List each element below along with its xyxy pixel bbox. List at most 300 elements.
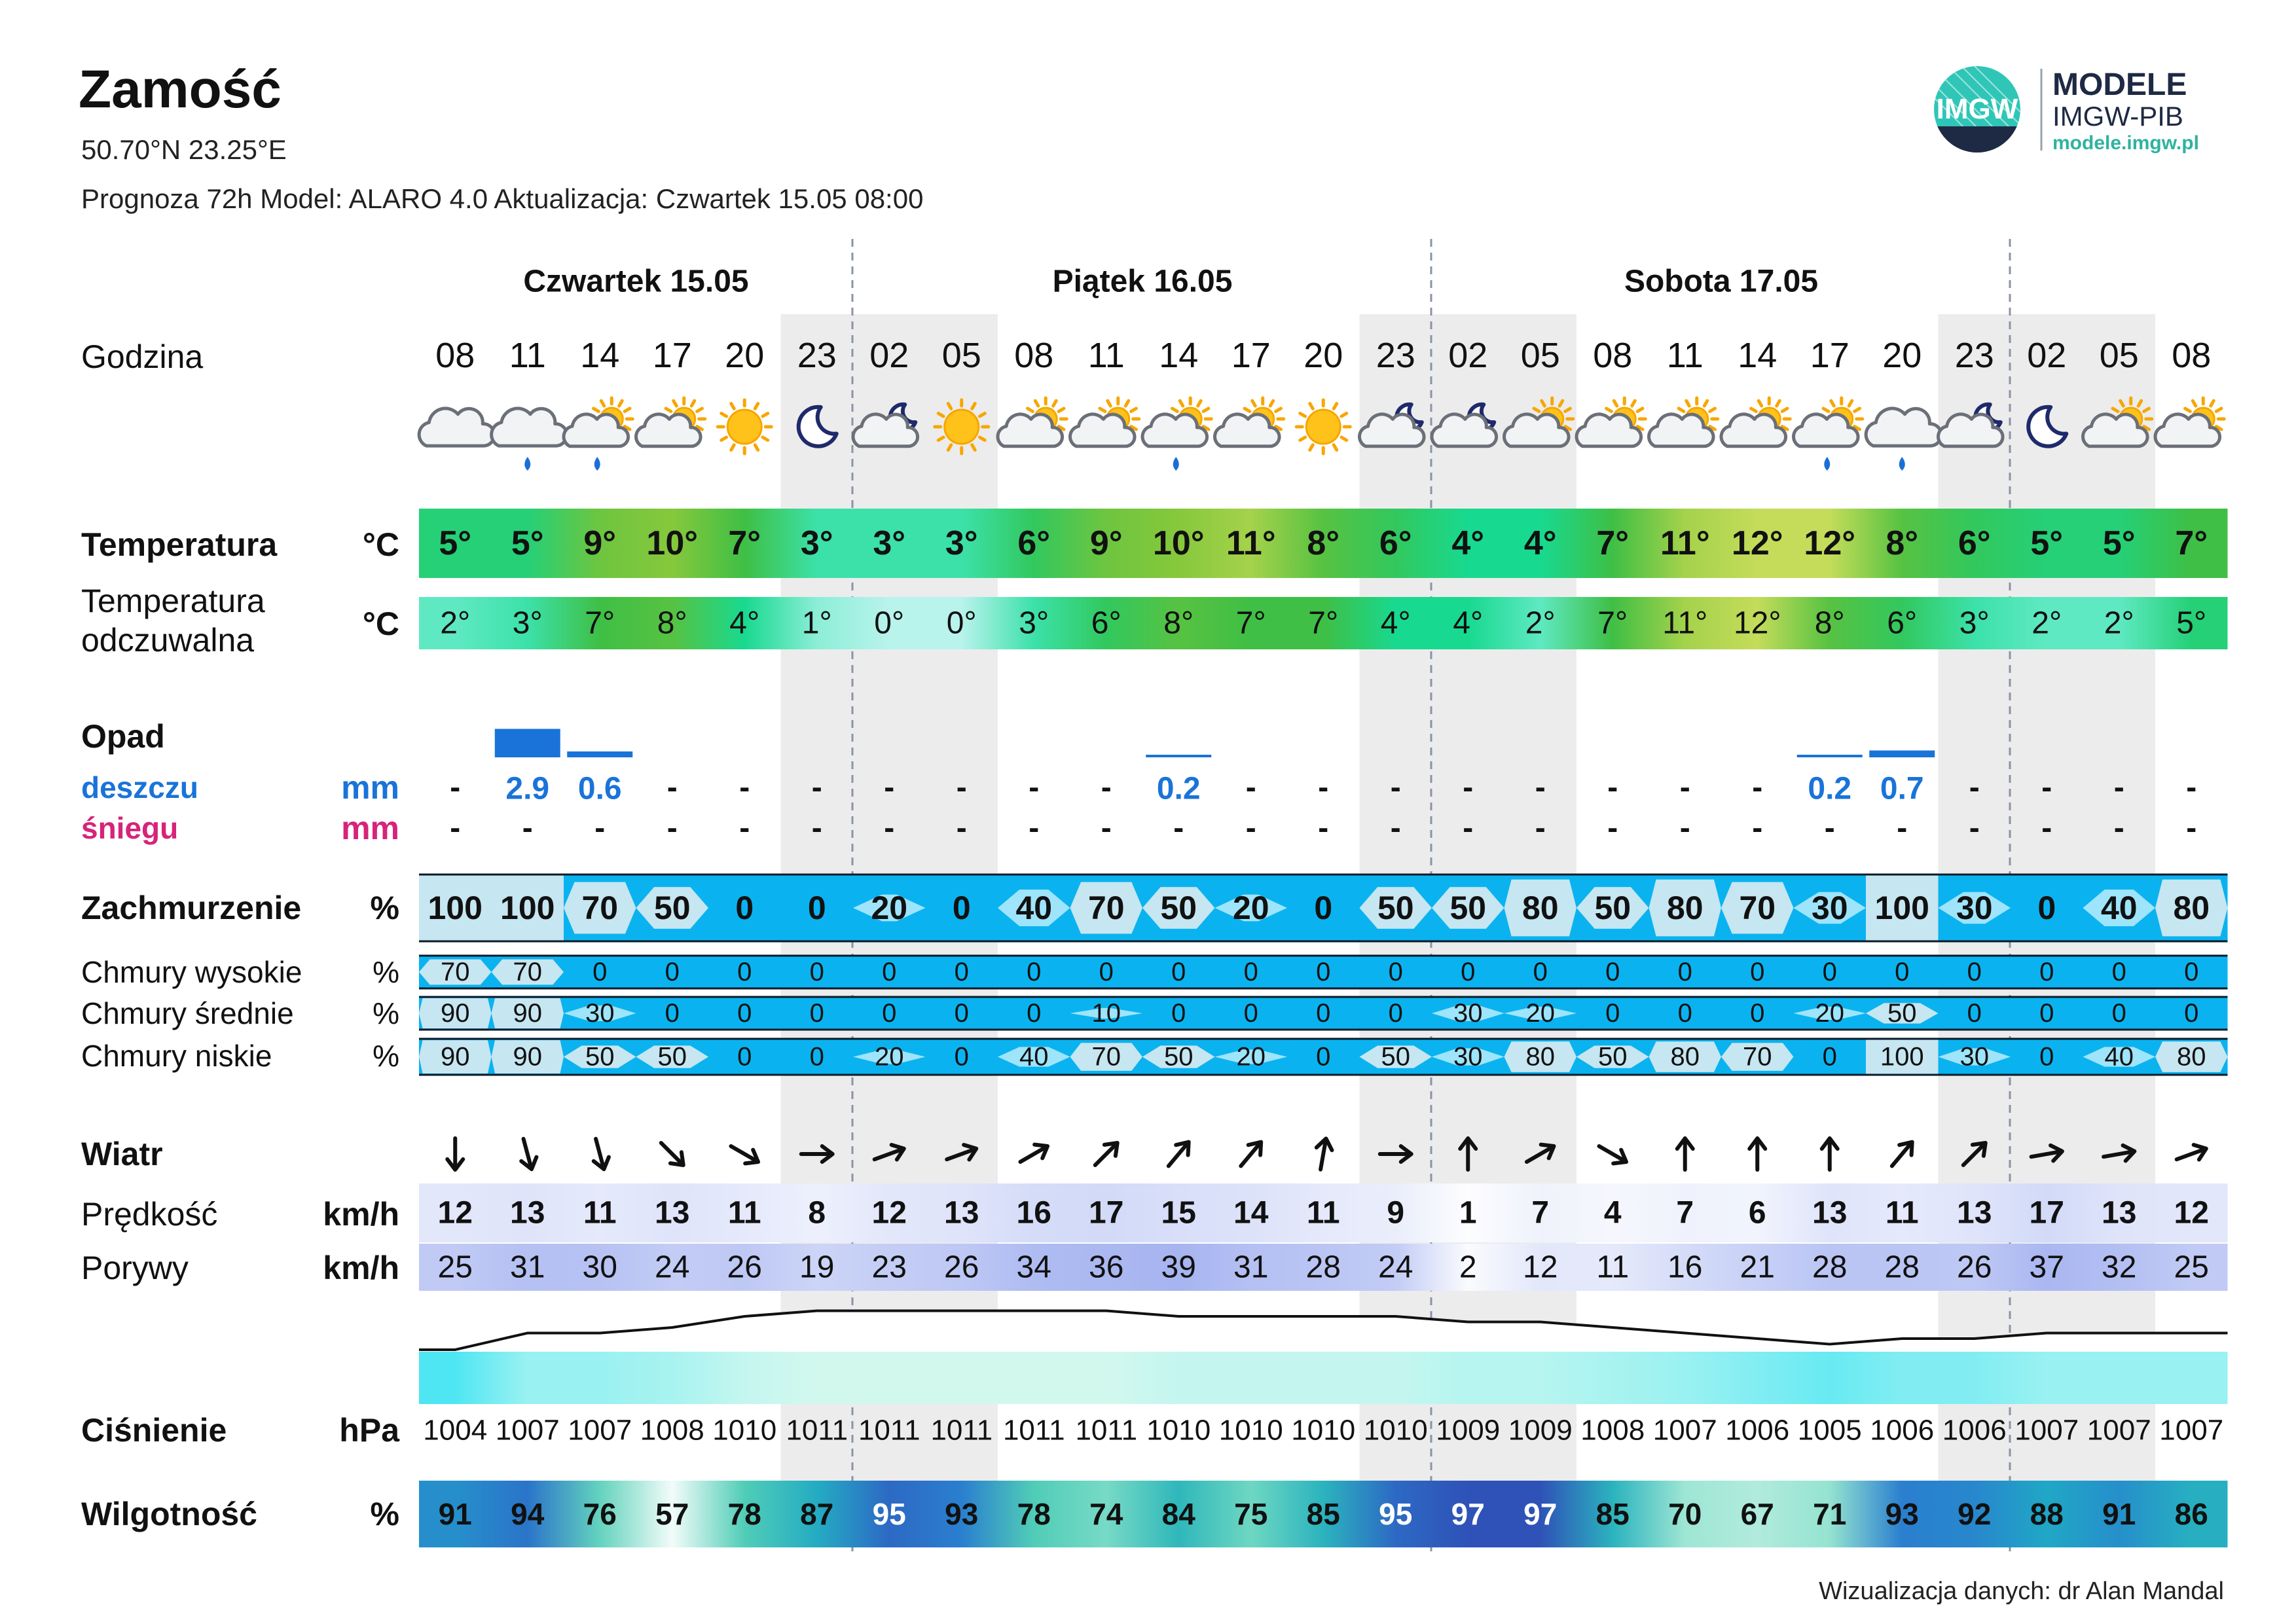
wind-speed-value: 11	[727, 1195, 761, 1231]
snow-value: -	[666, 810, 678, 846]
cloud-mid-value: 0	[737, 999, 752, 1028]
wind-speed-value: 13	[1812, 1195, 1848, 1231]
feels-like-value: 3°	[1019, 605, 1049, 641]
row-label-cloud-high: Chmury wysokie	[81, 955, 302, 989]
row-label-snow: śniegu	[81, 811, 179, 845]
cloud-high-value: 0	[882, 958, 897, 986]
feels-like-value: 8°	[657, 605, 687, 641]
rain-value: -	[2041, 770, 2052, 805]
cloud-high-value: 0	[2039, 958, 2054, 986]
temperature-value: 8°	[1886, 524, 1919, 562]
snow-value: -	[1173, 810, 1184, 846]
feels-like-value: 11°	[1662, 605, 1708, 641]
cloud-low-value: 100	[1880, 1042, 1924, 1072]
humidity-value: 93	[1885, 1497, 1919, 1531]
wind-speed-value: 11	[583, 1195, 617, 1231]
wind-gusts-value: 16	[1667, 1250, 1703, 1285]
row-label-feels-2: odczuwalna	[81, 622, 255, 659]
temperature-value: 3°	[873, 524, 906, 562]
pressure-value: 1004	[423, 1414, 488, 1447]
row-label-gusts: Porywy	[81, 1250, 189, 1286]
logo-badge-text: IMGW	[1936, 93, 2018, 125]
cloud-total-value: 40	[2100, 890, 2138, 926]
feels-like-value: 3°	[1959, 605, 1990, 641]
pressure-value: 1007	[2086, 1414, 2151, 1447]
wind-gusts-value: 32	[2102, 1250, 2137, 1285]
feels-like-value: 6°	[1091, 605, 1121, 641]
cloud-low-value: 0	[1316, 1042, 1331, 1072]
wind-speed-value: 14	[1233, 1195, 1269, 1231]
coordinates: 50.70°N 23.25°E	[81, 134, 287, 165]
pressure-value: 1009	[1436, 1414, 1501, 1447]
humidity-value: 70	[1668, 1497, 1702, 1531]
cloud-mid-value: 0	[1677, 999, 1692, 1028]
wind-arrow-icon	[1235, 1137, 1267, 1171]
cloud-total-value: 80	[1522, 890, 1559, 926]
snow-value: -	[1824, 810, 1835, 846]
wind-gusts-value: 25	[2174, 1250, 2209, 1285]
snow-value: -	[2186, 810, 2197, 846]
wind-arrow-icon	[1163, 1137, 1195, 1171]
wind-gusts-value: 24	[1378, 1250, 1413, 1285]
cloud-mid-value: 0	[1750, 999, 1765, 1028]
cloud-mid-value: 0	[2111, 999, 2126, 1028]
rain-value: -	[884, 770, 895, 805]
hour-label: 08	[2172, 336, 2212, 375]
wind-speed-value: 16	[1016, 1195, 1051, 1231]
rain-value: 0.7	[1880, 771, 1924, 806]
unit-feels: °C	[362, 605, 399, 642]
unit-humidity: %	[370, 1496, 399, 1532]
cloud-total-value: 80	[2173, 890, 2210, 926]
unit-temperature: °C	[362, 526, 399, 563]
feels-like-value: 8°	[1163, 605, 1194, 641]
snow-value: -	[1969, 810, 1980, 846]
cloud-mid-value: 90	[441, 999, 470, 1028]
unit-cloud-high: %	[373, 955, 399, 989]
feels-like-value: 5°	[2176, 605, 2207, 641]
pressure-value: 1011	[930, 1414, 993, 1447]
humidity-value: 87	[800, 1497, 834, 1531]
feels-like-value: 7°	[1235, 605, 1266, 641]
feels-like-value: 7°	[585, 605, 615, 641]
humidity-value: 91	[2102, 1497, 2136, 1531]
wind-speed-value: 8	[808, 1195, 826, 1231]
snow-value: -	[2041, 810, 2052, 846]
cloud-mid-value: 20	[1525, 999, 1555, 1028]
snow-value: -	[1101, 810, 1112, 846]
pressure-value: 1011	[1075, 1414, 1138, 1447]
cloud-high-value: 0	[809, 958, 824, 986]
cloud-total-value: 70	[1739, 890, 1776, 926]
cloud-total-value: 100	[428, 890, 483, 926]
cloud-total-value: 20	[1232, 890, 1269, 926]
wind-arrow-icon	[655, 1138, 689, 1171]
rain-value: -	[1607, 770, 1618, 805]
humidity-value: 94	[511, 1497, 545, 1531]
wind-speed-value: 11	[1306, 1195, 1340, 1231]
humidity-value: 84	[1161, 1497, 1195, 1531]
rain-value: -	[1101, 770, 1112, 805]
cloud-low-value: 0	[737, 1042, 752, 1072]
feels-like-value: 1°	[801, 605, 832, 641]
wind-speed-value: 17	[2029, 1195, 2064, 1231]
temperature-value: 9°	[583, 524, 617, 562]
wind-arrow-icon	[1886, 1137, 1918, 1171]
cloud-low-value: 80	[1525, 1042, 1555, 1072]
temperature-value: 5°	[439, 524, 472, 562]
cloud-high-value: 0	[1967, 958, 1982, 986]
humidity-value: 85	[1595, 1497, 1630, 1531]
logo-url: modele.imgw.pl	[2052, 132, 2199, 154]
feels-like-value: 8°	[1814, 605, 1845, 641]
snow-value: -	[739, 810, 750, 846]
snow-value: -	[450, 810, 461, 846]
rain-value: -	[1245, 770, 1256, 805]
cloud-low-value: 0	[2039, 1042, 2054, 1072]
temperature-value: 4°	[1523, 524, 1557, 562]
temperature-value: 12°	[1731, 524, 1783, 562]
feels-like-value: 6°	[1887, 605, 1918, 641]
temperature-value: 7°	[2175, 524, 2208, 562]
unit-speed: km/h	[323, 1196, 399, 1233]
pressure-value: 1006	[1870, 1414, 1935, 1447]
hour-label: 05	[1520, 336, 1560, 375]
wind-arrow-icon	[1749, 1138, 1765, 1170]
wind-gusts-value: 26	[727, 1250, 762, 1285]
forecast-info: Prognoza 72h Model: ALARO 4.0 Aktualizacja: Czwartek 15.05 08:00	[81, 183, 924, 214]
cloud-low-value: 0	[1822, 1042, 1837, 1072]
humidity-value: 88	[2030, 1497, 2064, 1531]
temperature-value: 12°	[1804, 524, 1856, 562]
hour-label: 02	[869, 336, 909, 375]
cloud-total-value: 20	[871, 890, 908, 926]
wind-gusts-value: 36	[1089, 1250, 1124, 1285]
hour-label: 11	[1087, 336, 1125, 375]
cloud-rain-icon	[1866, 408, 1941, 471]
snow-value: -	[2113, 810, 2124, 846]
rain-value: -	[1463, 770, 1474, 805]
hour-label: 05	[2099, 336, 2139, 375]
wind-arrow-icon	[1313, 1137, 1334, 1170]
partly-sun-icon	[2155, 398, 2224, 446]
wind-gusts-value: 24	[655, 1250, 690, 1285]
rain-value: -	[1318, 770, 1329, 805]
cloud-mid-value: 20	[1815, 999, 1844, 1028]
cloud-high-value: 0	[1750, 958, 1765, 986]
snow-value: -	[1752, 810, 1763, 846]
row-label-cloud: Zachmurzenie	[81, 890, 302, 926]
rain-value: -	[739, 770, 750, 805]
sun-icon	[718, 400, 771, 454]
snow-value: -	[1463, 810, 1474, 846]
humidity-value: 57	[655, 1497, 689, 1531]
temperature-value: 10°	[646, 524, 699, 562]
rain-bar	[567, 751, 632, 757]
feels-like-value: 0°	[946, 605, 977, 641]
wind-speed-value: 12	[437, 1195, 473, 1231]
rain-bar	[495, 729, 560, 758]
pressure-value: 1011	[1002, 1414, 1065, 1447]
cloud-high-value: 0	[954, 958, 969, 986]
pressure-value: 1006	[1942, 1414, 2007, 1447]
cloud-low-value: 50	[1381, 1042, 1410, 1072]
temperature-value: 7°	[728, 524, 761, 562]
wind-gusts-value: 2	[1459, 1250, 1477, 1285]
wind-speed-value: 9	[1387, 1195, 1405, 1231]
wind-gusts-value: 23	[871, 1250, 907, 1285]
cloud-high-value: 0	[1605, 958, 1620, 986]
hour-label: 11	[1666, 336, 1704, 375]
cloud-high-value: 0	[1316, 958, 1331, 986]
humidity-value: 91	[438, 1497, 472, 1531]
cloud-high-value: 0	[665, 958, 680, 986]
wind-gusts-value: 28	[1812, 1250, 1848, 1285]
hour-label: 17	[1231, 336, 1271, 375]
wind-gusts-value: 11	[1596, 1250, 1630, 1285]
row-label-hour: Godzina	[81, 338, 204, 375]
humidity-value: 85	[1306, 1497, 1340, 1531]
humidity-value: 97	[1451, 1497, 1485, 1531]
wind-speed-value: 13	[1957, 1195, 1992, 1231]
wind-speed-value: 15	[1161, 1195, 1196, 1231]
feels-like-value: 4°	[729, 605, 760, 641]
pressure-value: 1010	[712, 1414, 777, 1447]
feels-like-value: 7°	[1597, 605, 1628, 641]
temperature-value: 8°	[1307, 524, 1340, 562]
cloud-low-value: 30	[1453, 1042, 1483, 1072]
cloud-low-value: 40	[1019, 1042, 1049, 1072]
wind-speed-value: 13	[2102, 1195, 2137, 1231]
humidity-value: 67	[1740, 1497, 1774, 1531]
cloud-mid-value: 30	[585, 999, 615, 1028]
pressure-value: 1007	[2159, 1414, 2224, 1447]
partly-sun-rain-icon	[564, 398, 632, 471]
cloud-high-value: 0	[1677, 958, 1692, 986]
rain-value: -	[450, 770, 461, 805]
wind-speed-value: 12	[871, 1195, 907, 1231]
rain-value: -	[1752, 770, 1763, 805]
cloud-total-value: 0	[735, 890, 754, 926]
cloud-low-value: 40	[2104, 1042, 2134, 1072]
rain-value: -	[811, 770, 822, 805]
cloud-high-value: 0	[1895, 958, 1910, 986]
cloud-mid-value: 0	[882, 999, 897, 1028]
cloud-total-value: 50	[1449, 890, 1487, 926]
cloud-high-value: 0	[1461, 958, 1476, 986]
pressure-value: 1007	[495, 1414, 560, 1447]
temperature-value: 11°	[1660, 524, 1710, 562]
rain-value: -	[956, 770, 967, 805]
cloud-low-row	[419, 1039, 2228, 1075]
snow-value: -	[522, 810, 533, 846]
cloud-low-value: 70	[1743, 1042, 1772, 1072]
day-header: Czwartek 15.05	[523, 264, 749, 299]
pressure-value: 1010	[1146, 1414, 1211, 1447]
cloud-high-value: 0	[737, 958, 752, 986]
partly-sun-icon	[1649, 398, 1718, 446]
pressure-value: 1011	[858, 1414, 920, 1447]
cloud-mid-value: 0	[954, 999, 969, 1028]
wind-speed-value: 1	[1459, 1195, 1477, 1231]
rain-bar	[1146, 755, 1211, 757]
cloud-total-value: 80	[1666, 890, 1704, 926]
wind-gusts-value: 37	[2029, 1250, 2064, 1285]
partly-sun-icon	[998, 398, 1066, 446]
footer-credit: Wizualizacja danych: dr Alan Mandal	[1819, 1578, 2224, 1605]
cloud-high-value: 0	[1099, 958, 1114, 986]
row-label-feels-1: Temperatura	[81, 583, 265, 619]
cloud-mid-value: 0	[665, 999, 680, 1028]
snow-value: -	[884, 810, 895, 846]
page-title: Zamość	[79, 60, 282, 119]
cloud-mid-value: 50	[1887, 999, 1917, 1028]
rain-value: 2.9	[505, 771, 550, 806]
snow-value: -	[811, 810, 822, 846]
cloud-low-value: 20	[1236, 1042, 1266, 1072]
pressure-value: 1007	[1652, 1414, 1717, 1447]
rain-value: -	[1969, 770, 1980, 805]
temperature-value: 10°	[1152, 524, 1205, 562]
cloud-total-value: 30	[1811, 890, 1848, 926]
rain-value: -	[1535, 770, 1546, 805]
snow-value: -	[594, 810, 606, 846]
cloud-mid-value: 0	[2184, 999, 2199, 1028]
logo-title: MODELE	[2052, 67, 2187, 102]
temperature-value: 4°	[1451, 524, 1485, 562]
temperature-value: 3°	[945, 524, 978, 562]
cloud-mid-value: 0	[1388, 999, 1403, 1028]
hour-label: 17	[652, 336, 692, 375]
wind-gusts-value: 28	[1884, 1250, 1920, 1285]
humidity-value: 97	[1523, 1497, 1558, 1531]
snow-value: -	[956, 810, 967, 846]
humidity-value: 78	[727, 1497, 761, 1531]
cloud-high-value: 70	[513, 958, 542, 986]
wind-gusts-value: 26	[1957, 1250, 1992, 1285]
wind-gusts-value: 21	[1740, 1250, 1775, 1285]
feels-like-value: 2°	[2032, 605, 2062, 641]
feels-like-value: 12°	[1733, 605, 1781, 641]
wind-gusts-value: 26	[944, 1250, 979, 1285]
cloud-low-value: 50	[1598, 1042, 1628, 1072]
humidity-value: 71	[1813, 1497, 1847, 1531]
cloud-mid-value: 0	[1316, 999, 1331, 1028]
temperature-value: 5°	[2030, 524, 2064, 562]
snow-value: -	[1607, 810, 1618, 846]
wind-gusts-value: 30	[582, 1250, 617, 1285]
feels-like-value: 2°	[2104, 605, 2134, 641]
row-label-cloud-mid: Chmury średnie	[81, 996, 294, 1030]
temperature-value: 5°	[2102, 524, 2136, 562]
feels-like-value: 7°	[1308, 605, 1339, 641]
cloud-mid-value: 0	[1171, 999, 1186, 1028]
hour-label: 20	[725, 336, 765, 375]
rain-value: -	[1679, 770, 1690, 805]
cloud-low-value: 80	[1670, 1042, 1700, 1072]
wind-arrow-icon	[1822, 1138, 1838, 1170]
row-label-pressure: Ciśnienie	[81, 1412, 227, 1449]
hour-label: 23	[1954, 336, 1994, 375]
unit-gusts: km/h	[323, 1250, 399, 1286]
hour-label: 08	[1593, 336, 1633, 375]
cloud-mid-value: 30	[1453, 999, 1483, 1028]
pressure-bar	[419, 1352, 2228, 1404]
wind-arrow-icon	[2174, 1142, 2209, 1167]
humidity-value: 93	[945, 1497, 979, 1531]
cloud-low-value: 90	[441, 1042, 470, 1072]
cloud-low-value: 70	[1091, 1042, 1121, 1072]
row-label-temperature: Temperatura	[81, 526, 278, 563]
cloud-low-value: 0	[954, 1042, 969, 1072]
snow-value: -	[1029, 810, 1040, 846]
cloud-rain-icon	[492, 408, 567, 471]
cloud-total-value: 70	[1087, 890, 1125, 926]
wind-arrow-icon	[1016, 1140, 1051, 1169]
hour-label: 23	[797, 336, 837, 375]
humidity-value: 86	[2174, 1497, 2208, 1531]
unit-cloud-mid: %	[373, 996, 399, 1030]
feels-like-value: 4°	[1380, 605, 1411, 641]
cloud-total-value: 0	[952, 890, 971, 926]
hour-label: 14	[580, 336, 620, 375]
wind-speed-value: 7	[1531, 1195, 1550, 1231]
cloud-total-value: 0	[1314, 890, 1333, 926]
cloud-total-value: 30	[1956, 890, 1993, 926]
humidity-value: 95	[1379, 1497, 1413, 1531]
wind-arrow-icon	[727, 1140, 762, 1169]
cloud-high-value: 0	[592, 958, 608, 986]
wind-speed-value: 13	[510, 1195, 545, 1231]
cloud-mid-row	[419, 997, 2228, 1030]
cloud-total-value: 100	[500, 890, 555, 926]
hour-label: 14	[1738, 336, 1777, 375]
partly-sun-icon	[1215, 398, 1284, 446]
wind-speed-value: 13	[944, 1195, 979, 1231]
snow-value: -	[1897, 810, 1908, 846]
wind-arrow-icon	[516, 1137, 539, 1172]
cloud-low-value: 50	[585, 1042, 615, 1072]
cloud-high-value: 0	[1171, 958, 1186, 986]
pressure-value: 1010	[1291, 1414, 1356, 1447]
hour-label: 23	[1376, 336, 1415, 375]
temperature-value: 7°	[1596, 524, 1630, 562]
rain-value: 0.2	[1156, 771, 1201, 806]
humidity-value: 78	[1017, 1497, 1051, 1531]
cloud-total-value: 70	[581, 890, 619, 926]
partly-sun-rain-icon	[1142, 398, 1211, 471]
temperature-value: 6°	[1379, 524, 1412, 562]
snow-value: -	[1679, 810, 1690, 846]
row-label-wind: Wiatr	[81, 1136, 163, 1172]
partly-sun-rain-icon	[1794, 398, 1863, 471]
feels-like-value: 2°	[440, 605, 471, 641]
wind-speed-value: 6	[1748, 1195, 1766, 1231]
cloud-total-value: 0	[807, 890, 826, 926]
day-header: Piątek 16.05	[1052, 264, 1233, 299]
wind-speed-value: 11	[1885, 1195, 1919, 1231]
unit-cloud-low: %	[373, 1039, 399, 1073]
pressure-value: 1008	[1580, 1414, 1645, 1447]
temperature-value: 3°	[800, 524, 833, 562]
unit-snow: mm	[341, 810, 399, 846]
unit-rain: mm	[341, 769, 399, 806]
wind-arrow-icon	[1677, 1138, 1693, 1170]
cloud-total-value: 100	[1874, 890, 1929, 926]
wind-arrow-icon	[588, 1137, 611, 1172]
hour-label: 08	[1014, 336, 1054, 375]
sun-icon	[1296, 400, 1350, 454]
